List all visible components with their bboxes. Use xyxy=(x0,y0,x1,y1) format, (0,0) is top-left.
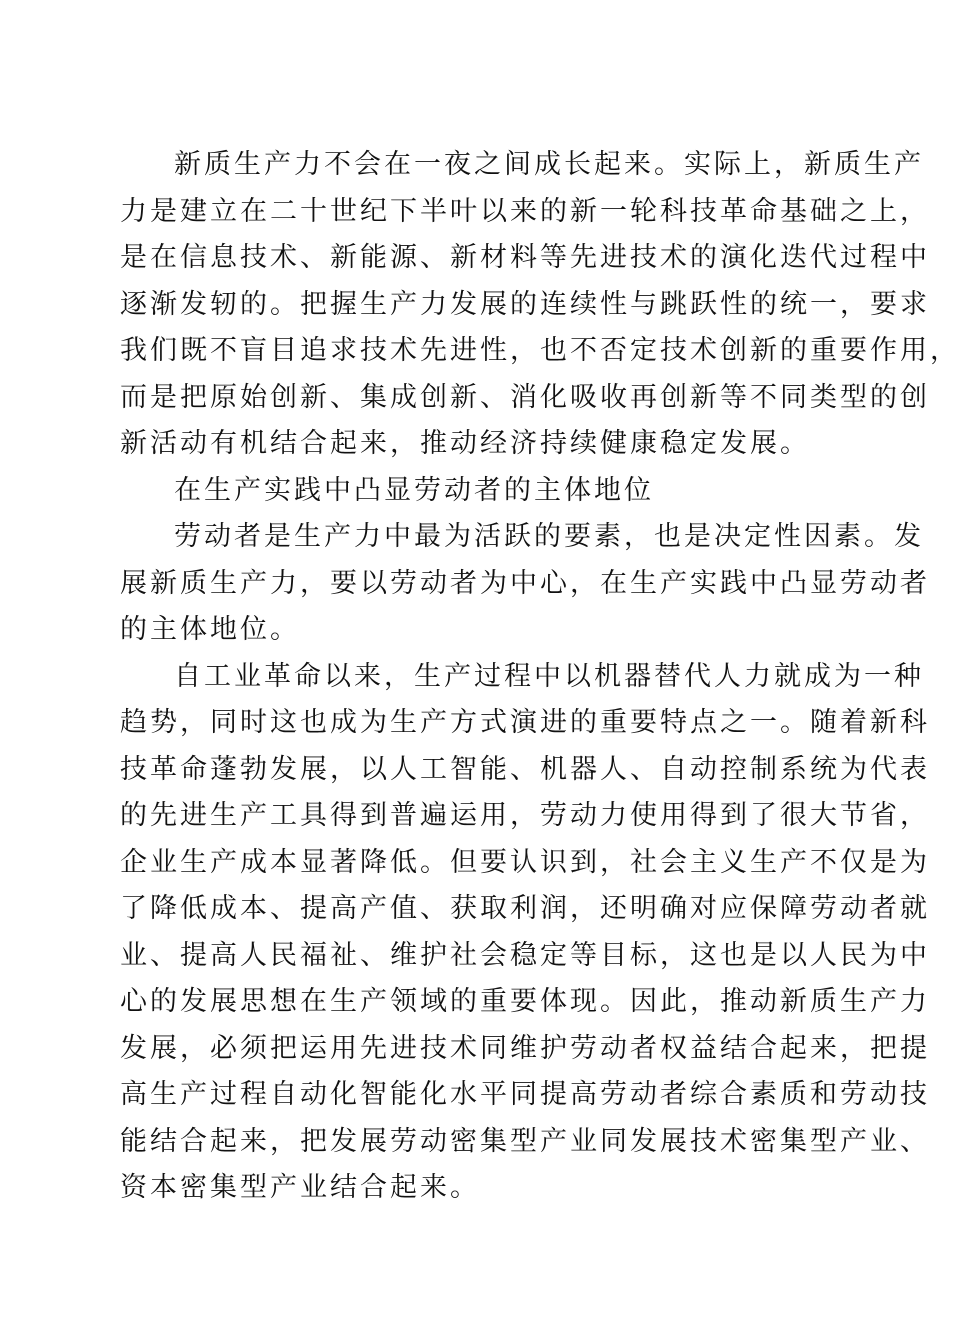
text-line: 劳动者是生产力中最为活跃的要素，也是决定性因素。发 xyxy=(174,521,924,552)
text-line: 自工业革命以来，生产过程中以机器替代人力就成为一种 xyxy=(174,660,924,692)
text-line: 的主体地位。 xyxy=(120,614,300,645)
text-line: 逐渐发轫的。把握生产力发展的连续性与跳跃性的统一，要求 xyxy=(120,288,930,320)
text-line: 能结合起来，把发展劳动密集型产业同发展技术密集型产业、 xyxy=(120,1125,930,1157)
text-line: 新活动有机结合起来，推动经济持续健康稳定发展。 xyxy=(120,428,810,459)
text-line: 展新质生产力，要以劳动者为中心，在生产实践中凸显劳动者 xyxy=(120,567,930,599)
text-line: 发展，必须把运用先进技术同维护劳动者权益结合起来，把提 xyxy=(120,1032,930,1064)
text-line: 在生产实践中凸显劳动者的主体地位 xyxy=(174,474,654,506)
text-line: 了降低成本、提高产值、获取利润，还明确对应保障劳动者就 xyxy=(120,893,930,924)
text-line: 业、提高人民福祉、维护社会稳定等目标，这也是以人民为中 xyxy=(120,939,930,971)
text-line: 企业生产成本显著降低。但要认识到，社会主义生产不仅是为 xyxy=(120,846,930,878)
text-line: 而是把原始创新、集成创新、消化吸收再创新等不同类型的创 xyxy=(120,381,930,413)
paragraph-2 xyxy=(120,514,930,654)
text-line: 我们既不盲目追求技术先进性，也不否定技术创新的重要作用， xyxy=(120,335,960,366)
paragraph-3 xyxy=(120,654,930,1212)
text-line: 趋势，同时这也成为生产方式演进的重要特点之一。随着新科 xyxy=(120,707,930,738)
text-line: 是在信息技术、新能源、新材料等先进技术的演化迭代过程中 xyxy=(120,242,930,273)
text-line: 技革命蓬勃发展，以人工智能、机器人、自动控制系统为代表 xyxy=(120,753,930,785)
paragraph-1 xyxy=(120,142,960,468)
document-body xyxy=(120,142,960,1212)
text-line: 的先进生产工具得到普遍运用，劳动力使用得到了很大节省， xyxy=(120,800,930,831)
text-line: 资本密集型产业结合起来。 xyxy=(120,1172,480,1203)
section-heading xyxy=(120,468,832,515)
text-line: 力是建立在二十世纪下半叶以来的新一轮科技革命基础之上， xyxy=(120,195,930,227)
text-line: 新质生产力不会在一夜之间成长起来。实际上，新质生产 xyxy=(174,149,924,180)
text-line: 高生产过程自动化智能化水平同提高劳动者综合素质和劳动技 xyxy=(120,1079,930,1110)
text-line: 心的发展思想在生产领域的重要体现。因此，推动新质生产力 xyxy=(120,986,930,1017)
